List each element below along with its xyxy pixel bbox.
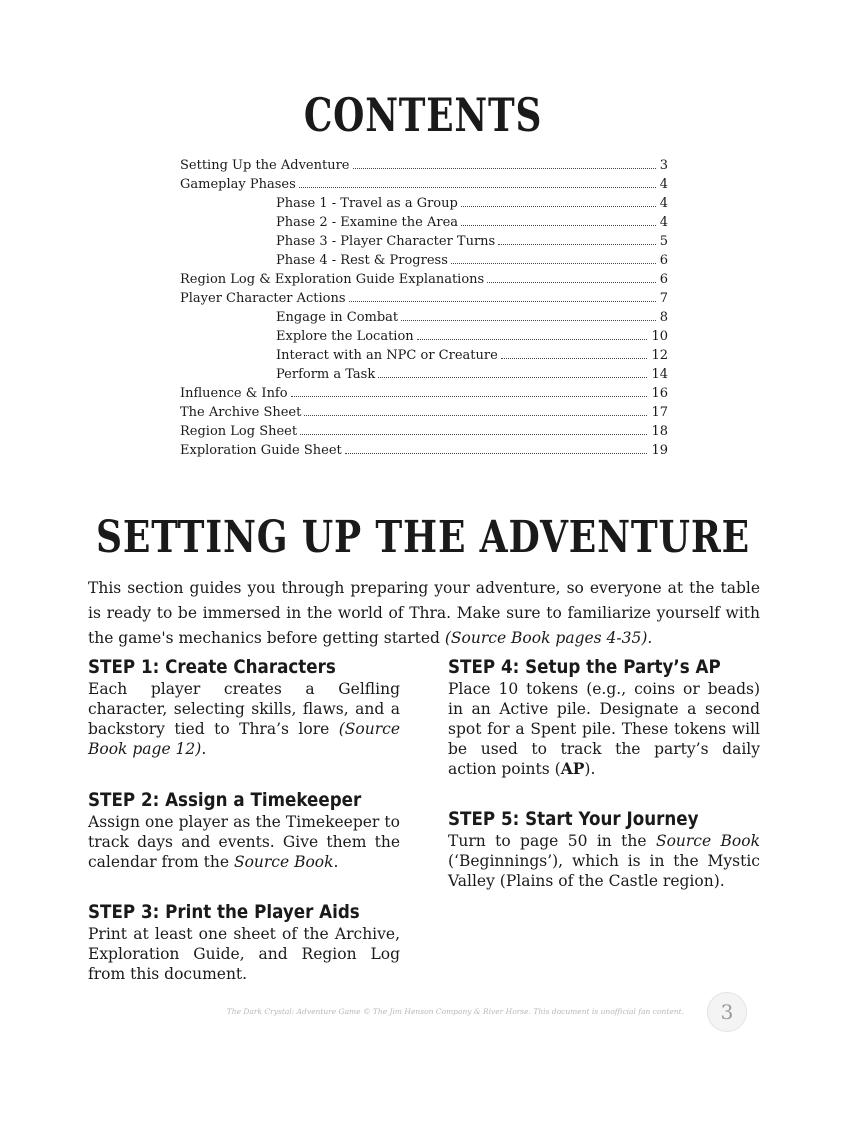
toc-entry-page: 4: [659, 196, 668, 211]
toc-entry-label: Perform a Task: [276, 367, 376, 382]
step-2-text: Assign one player as the Timekeeper to track days and events. Give them the calendar from the: [88, 813, 400, 871]
toc-entry: [180, 234, 668, 253]
step-3-body: Print at least one sheet of the Archive, Exploration Guide, and Region Log from this document.: [88, 925, 400, 983]
toc-entry-label: Engage in Combat: [276, 310, 399, 325]
step-1-title: STEP 1: Create Characters: [88, 656, 336, 678]
toc-entry: [180, 158, 668, 177]
toc-entry: [180, 310, 668, 329]
step-2-title: STEP 2: Assign a Timekeeper: [88, 789, 362, 811]
toc-entry: [180, 177, 668, 196]
footer-copyright-note: The Dark Crystal: Adventure Game © The Jim Henson Company & River Horse. This document is unofficial fan content.: [226, 1007, 684, 1016]
toc-entry-page: 14: [651, 367, 668, 382]
toc-entry-label: Phase 1 - Travel as a Group: [276, 196, 458, 211]
step-5-ref: Source Book: [655, 832, 760, 850]
toc-entry: [180, 196, 668, 215]
toc-entry: [180, 424, 668, 443]
step-2: [88, 788, 400, 872]
step-5-body: [448, 831, 760, 891]
toc-dot-leader: [345, 453, 648, 454]
toc-dot-leader: [349, 301, 656, 302]
toc-dot-leader: [451, 263, 656, 264]
step-5-title: STEP 5: Start Your Journey: [448, 808, 699, 830]
section-title: SETTING UP THE ADVENTURE: [96, 512, 750, 563]
toc-dot-leader: [417, 339, 648, 340]
toc-entry-label: Phase 3 - Player Character Turns: [276, 234, 496, 249]
toc-entry-page: 12: [651, 348, 668, 363]
step-4-end: ).: [584, 760, 596, 778]
toc-entry-label: Interact with an NPC or Creature: [276, 348, 498, 363]
toc-dot-leader: [461, 206, 656, 207]
step-5: [448, 807, 760, 891]
step-5-end: (‘Beginnings’), which is in the Mystic Valley (Plains of the Castle region).: [448, 852, 760, 890]
toc-entry: [180, 215, 668, 234]
step-2-end: .: [333, 853, 339, 871]
toc-dot-leader: [291, 396, 648, 397]
toc-entry-page: 4: [659, 177, 668, 192]
contents-title: CONTENTS: [303, 88, 543, 142]
toc-entry-page: 19: [651, 443, 668, 458]
step-4-text: Place 10 tokens (e.g., coins or beads) in an Active pile. Designate a second spot for a Spent pile. These tokens will be used to track the party’s daily action points (: [448, 680, 760, 778]
toc-dot-leader: [401, 320, 656, 321]
toc-dot-leader: [300, 434, 647, 435]
toc-dot-leader: [461, 225, 656, 226]
step-3-title: STEP 3: Print the Player Aids: [88, 901, 360, 923]
toc-entry-page: 16: [651, 386, 668, 401]
toc-entry-label: Exploration Guide Sheet: [180, 443, 342, 458]
step-1-body: [88, 679, 400, 759]
step-2-ref: Source Book: [233, 853, 334, 871]
toc-entry-label: The Archive Sheet: [180, 405, 302, 420]
step-1: [88, 655, 400, 759]
step-5-text: Turn to page 50 in the: [448, 832, 656, 850]
toc-entry-page: 6: [659, 272, 668, 287]
step-4: [448, 655, 760, 779]
toc-dot-leader: [299, 187, 656, 188]
step-4-body: [448, 679, 760, 779]
toc-dot-leader: [304, 415, 647, 416]
page-number-badge: 3: [707, 992, 747, 1032]
toc-entry: [180, 253, 668, 272]
toc-entry-label: Influence & Info: [180, 386, 288, 401]
toc-entry: [180, 405, 668, 424]
toc-entry-label: Phase 2 - Examine the Area: [276, 215, 459, 230]
toc-entry-label: Player Character Actions: [180, 291, 346, 306]
toc-dot-leader: [487, 282, 656, 283]
toc-entry-page: 10: [651, 329, 668, 344]
toc-entry-label: Phase 4 - Rest & Progress: [276, 253, 448, 268]
toc-entry-page: 18: [651, 424, 668, 439]
toc-entry-label: Gameplay Phases: [180, 177, 296, 192]
step-1-ref: (Source Book page 12).: [88, 720, 400, 758]
step-1-text: Each player creates a Gelfling character, selecting skills, flaws, and a backstory tied to Thra’s lore: [88, 680, 400, 738]
step-2-body: [88, 812, 400, 872]
intro-paragraph: [88, 576, 760, 651]
toc-entry: [180, 329, 668, 348]
toc-dot-leader: [501, 358, 648, 359]
toc-entry-page: 3: [659, 158, 668, 173]
toc-entry-page: 8: [659, 310, 668, 325]
toc-entry-page: 17: [651, 405, 668, 420]
toc-entry: [180, 348, 668, 367]
toc-entry-page: 4: [659, 215, 668, 230]
intro-source-ref: (Source Book pages 4-35).: [444, 629, 653, 647]
toc-entry: [180, 272, 668, 291]
toc-entry-page: 5: [659, 234, 668, 249]
toc-entry: [180, 443, 668, 462]
intro-text: This section guides you through preparing your adventure, so everyone at the table is ready to be immersed in the world of Thra. Make sure to familiarize yourself with the game's mechanics before getting started: [88, 579, 760, 647]
toc-entry-page: 6: [659, 253, 668, 268]
step-4-ap: AP: [560, 759, 585, 778]
toc-dot-leader: [378, 377, 647, 378]
toc-dot-leader: [353, 168, 656, 169]
toc-entry-label: Explore the Location: [276, 329, 414, 344]
toc-entry: [180, 291, 668, 310]
toc-entry: [180, 367, 668, 386]
toc-entry-label: Setting Up the Adventure: [180, 158, 350, 173]
table-of-contents: [180, 158, 668, 462]
toc-dot-leader: [498, 244, 656, 245]
toc-entry: [180, 386, 668, 405]
toc-entry-label: Region Log Sheet: [180, 424, 298, 439]
step-3: [88, 900, 400, 984]
step-4-title: STEP 4: Setup the Party’s AP: [448, 656, 721, 678]
toc-entry-page: 7: [659, 291, 668, 306]
toc-entry-label: Region Log & Exploration Guide Explanations: [180, 272, 485, 287]
